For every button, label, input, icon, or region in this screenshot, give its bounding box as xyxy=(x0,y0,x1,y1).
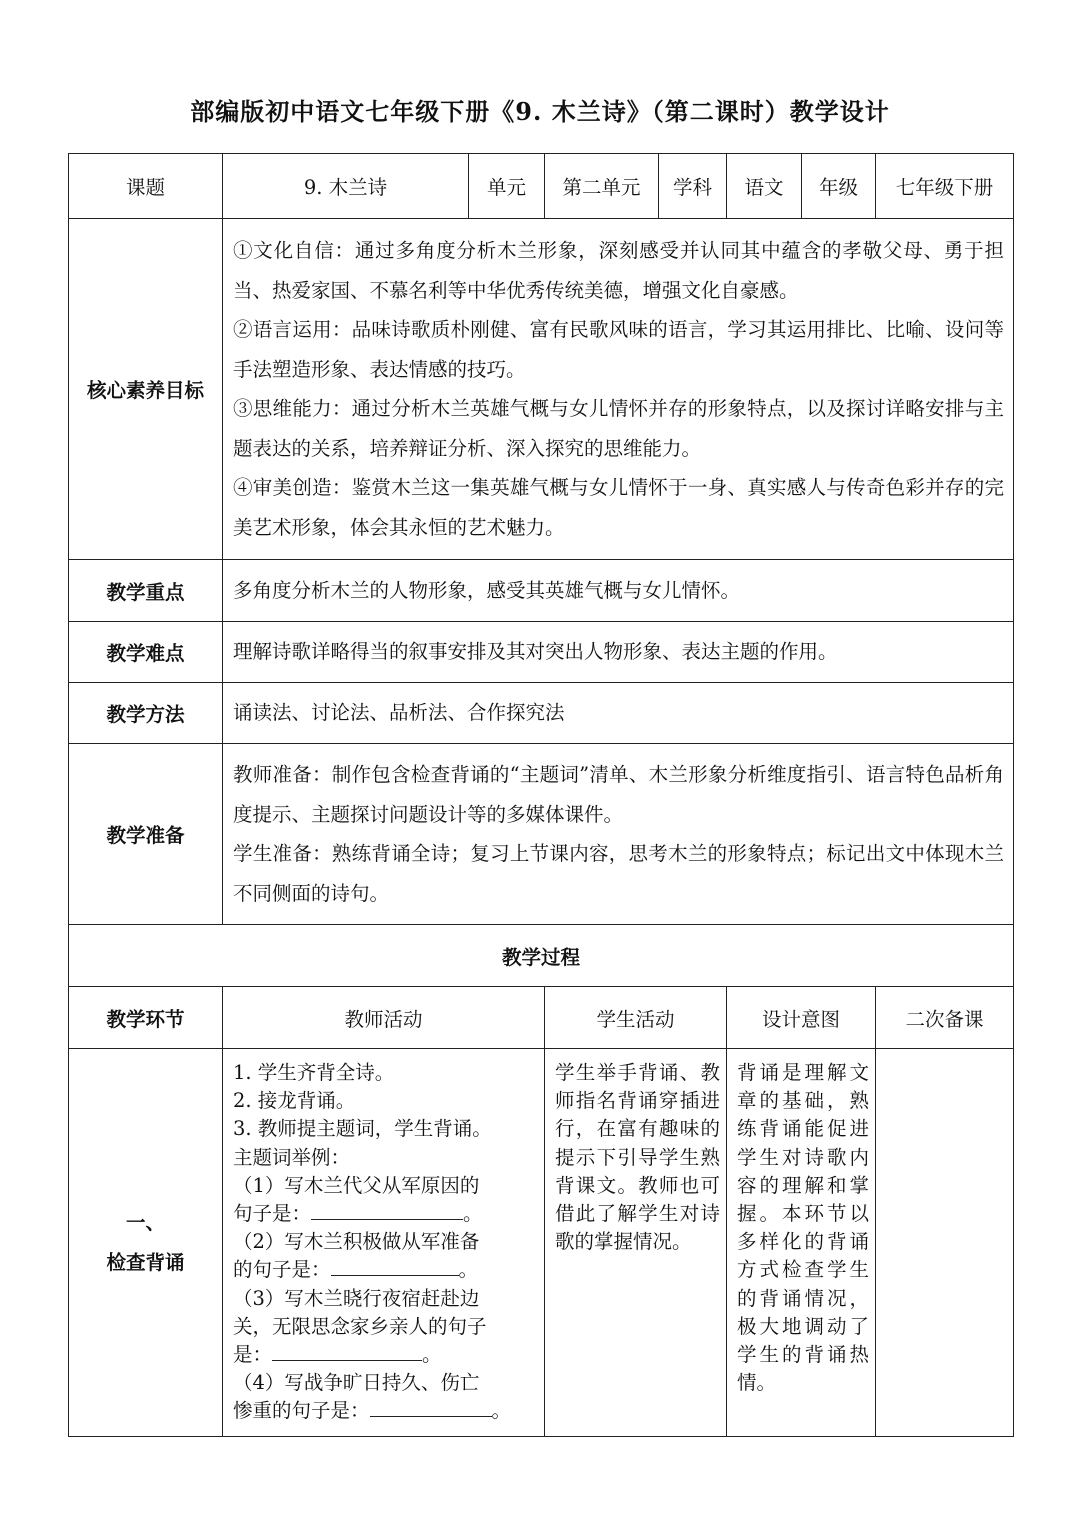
process-title-row xyxy=(69,925,1014,987)
teacher-line: （3）写木兰晓行夜宿赶赴边 xyxy=(233,1286,480,1310)
difficulty-label: 教学难点 xyxy=(69,622,223,683)
period: 。 xyxy=(491,1399,512,1423)
col-header-step: 教学环节 xyxy=(69,987,223,1049)
difficulty-row xyxy=(69,622,1014,683)
goal-item: ③思维能力：通过分析木兰英雄气概与女儿情怀并存的形象特点，以及探讨详略安排与主题表达的关系，培养辩证分析、深入探究的思维能力。 xyxy=(233,397,1004,460)
step1-teacher-activity xyxy=(223,1049,545,1437)
step1-label xyxy=(69,1049,223,1437)
prompt-text: 惨重的句子是： xyxy=(233,1399,370,1423)
teacher-line xyxy=(233,1341,538,1369)
goals-label: 核心素养目标 xyxy=(69,219,223,560)
fill-blank xyxy=(311,1200,463,1220)
period: 。 xyxy=(463,1202,483,1226)
teacher-preparation: 教师准备：制作包含检查背诵的“主题词”清单、木兰形象分析维度指引、语言特色品析角度提示、主题探讨问题设计等的多媒体课件。 xyxy=(233,763,1004,826)
grade-label: 年级 xyxy=(802,154,876,219)
period: 。 xyxy=(422,1343,442,1367)
step1-number: 一、 xyxy=(125,1210,165,1234)
goals-row xyxy=(69,219,1014,560)
prompt-text: 句子是： xyxy=(233,1202,312,1226)
key-point-label: 教学重点 xyxy=(69,560,223,622)
topic-label: 课题 xyxy=(69,154,223,219)
teacher-line: （2）写木兰积极做从军准备 xyxy=(233,1230,480,1254)
preparation-row xyxy=(69,744,1014,925)
col-header-teacher: 教师活动 xyxy=(223,987,545,1049)
teacher-line: （4）写战争旷日持久、伤亡 xyxy=(233,1371,480,1395)
key-point-row xyxy=(69,560,1014,622)
teacher-line: （1）写木兰代父从军原因的 xyxy=(233,1173,480,1197)
teacher-line xyxy=(233,1200,538,1228)
fill-blank xyxy=(370,1397,492,1417)
preparation-content xyxy=(223,744,1014,925)
unit-value: 第二单元 xyxy=(545,154,659,219)
period: 。 xyxy=(458,1258,479,1282)
prompt-text: 是： xyxy=(233,1343,273,1367)
unit-label: 单元 xyxy=(469,154,545,219)
subject-value: 语文 xyxy=(727,154,802,219)
col-header-intent: 设计意图 xyxy=(727,987,876,1049)
goal-item: ④审美创造：鉴赏木兰这一集英雄气概与女儿情怀于一身、真实感人与传奇色彩并存的完美艺术形象，体会其永恒的艺术魅力。 xyxy=(233,476,1004,539)
step1-student-activity: 学生举手背诵、教师指名背诵穿插进行，在富有趣味的提示下引导学生熟背课文。教师也可借此了解学生对诗歌的掌握情况。 xyxy=(545,1049,727,1437)
col-header-notes: 二次备课 xyxy=(876,987,1014,1049)
student-preparation: 学生准备：熟练背诵全诗；复习上节课内容，思考木兰的形象特点；标记出文中体现木兰不同侧面的诗句。 xyxy=(233,842,1004,905)
header-row xyxy=(69,154,1014,219)
topic-value: 9. 木兰诗 xyxy=(223,154,469,219)
preparation-label: 教学准备 xyxy=(69,744,223,925)
fill-blank xyxy=(331,1256,459,1276)
key-point-text: 多角度分析木兰的人物形象，感受其英雄气概与女儿情怀。 xyxy=(223,560,1014,622)
teacher-line xyxy=(233,1397,538,1425)
document-title: 部编版初中语文七年级下册《9. 木兰诗》（第二课时）教学设计 xyxy=(190,97,890,126)
goals-content xyxy=(223,219,1014,560)
col-header-student: 学生活动 xyxy=(545,987,727,1049)
goal-item: ①文化自信：通过多角度分析木兰形象，深刻感受并认同其中蕴含的孝敬父母、勇于担当、热爱家国、不慕名利等中华优秀传统美德，增强文化自豪感。 xyxy=(233,239,1004,302)
fill-blank xyxy=(272,1341,422,1361)
goal-item: ②语言运用：品味诗歌质朴刚健、富有民歌风味的语言，学习其运用排比、比喻、设问等手法塑造形象、表达情感的技巧。 xyxy=(233,318,1004,381)
prompt-text: 的句子是： xyxy=(233,1258,331,1282)
teacher-line: 关，无限思念家乡亲人的句子 xyxy=(233,1314,487,1338)
step1-design-intent: 背诵是理解文章的基础，熟练背诵能促进学生对诗歌内容的理解和掌握。本环节以多样化的背诵方式检查学生的背诵情况，极大地调动了学生的背诵热情。 xyxy=(727,1049,876,1437)
method-text: 诵读法、讨论法、品析法、合作探究法 xyxy=(223,683,1014,744)
step1-name: 检查背诵 xyxy=(106,1250,185,1274)
method-label: 教学方法 xyxy=(69,683,223,744)
step1-second-prep xyxy=(876,1049,1014,1437)
step1-row xyxy=(69,1049,1014,1437)
process-title: 教学过程 xyxy=(69,925,1014,987)
teacher-line: 2. 接龙背诵。 xyxy=(233,1089,356,1113)
teacher-line: 3. 教师提主题词，学生背诵。 xyxy=(233,1117,492,1141)
teacher-line: 主题词举例： xyxy=(233,1145,351,1169)
difficulty-text: 理解诗歌详略得当的叙事安排及其对突出人物形象、表达主题的作用。 xyxy=(223,622,1014,683)
teacher-line: 1. 学生齐背全诗。 xyxy=(233,1061,395,1084)
grade-value: 七年级下册 xyxy=(876,154,1014,219)
process-header-row xyxy=(69,987,1014,1049)
method-row xyxy=(69,683,1014,744)
teacher-line xyxy=(233,1256,538,1284)
lesson-plan-table xyxy=(68,153,1014,1437)
subject-label: 学科 xyxy=(659,154,727,219)
